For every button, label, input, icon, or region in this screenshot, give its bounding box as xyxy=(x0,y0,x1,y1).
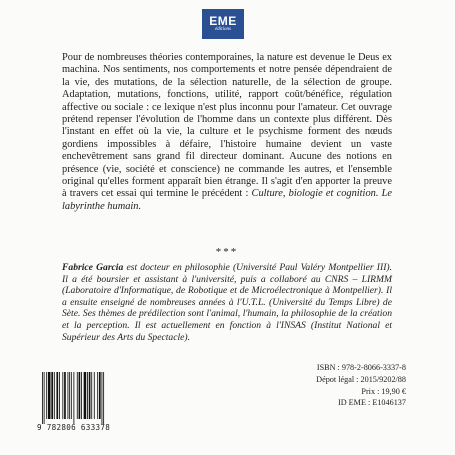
synopsis-text: Pour de nombreuses théories contemporaines, la nature est devenue le Deus ex machina. Nos sentiments, nos comportements et notre pensée dépendraient de la vie, des mutations, de la sélection naturelle, de la sélection de groupe. Adaptation, mutations, fonctions, utilité, rapport coût/bénéfice, régulation affective ou sociale : ce lexique n'est plus inconnu pour l'amateur. Cet ouvrage prétend repenser l'évolution de l'homme dans un contexte plus différent. Dès l'instant en effet où la vie, la culture et le psychisme forment des nœuds gordiens impossibles à défaire, l'histoire humaine devient un vaste enchevêtrement sans grand fil directeur dominant. Aucune des notions en présence (vie, société et conscience) ne commande les autres, et l'ensemble original qu'elles forment apparaît bien étrange. Il s'agit d'en apporter la preuve à travers cet essai qui termine le précédent : xyxy=(62,52,392,200)
barcode-icon xyxy=(40,372,136,424)
section-separator: *** xyxy=(215,246,239,258)
synopsis-paragraph xyxy=(62,52,392,213)
author-bio xyxy=(62,262,392,343)
publication-info xyxy=(272,362,406,409)
publisher-logo-main: EME xyxy=(209,14,237,28)
author-bio-text: est docteur en philosophie (Université Paul Valéry Montpellier III). Il a été boursier et assistant à l'université, puis a collaboré au CNRS – LIRMM (Laboratoire d'Informatique, de Robotique et de Microélectronique à Montpellier). Il a ensuite enseigné de nombreuses années à l'U.T.L. (Université du Temps Libre) de Sète. Ses thèmes de prédilection sont l'animal, l'humain, la philosophie de la création et la perception. Il est actuellement en fonction à l'INSAS (Institut National et Supérieur des Arts du Spectacle). xyxy=(62,262,392,343)
eme-id: ID EME : E1046137 xyxy=(338,398,406,408)
publisher-logo-sub: éditions xyxy=(215,27,231,32)
legal-deposit: Dépot légal : 2015/9202/88 xyxy=(316,374,406,384)
barcode-number: 9 782806 633378 xyxy=(37,423,111,432)
previous-book-title: Culture, biologie et cognition. Le labyrinthe humain. xyxy=(62,188,392,212)
isbn: ISBN : 978-2-8066-3337-8 xyxy=(316,363,406,372)
publisher-logo xyxy=(202,9,244,39)
price: Prix : 19,90 € xyxy=(361,386,406,396)
synopsis xyxy=(62,52,392,213)
author-name: Fabrice Garcia xyxy=(62,262,124,273)
